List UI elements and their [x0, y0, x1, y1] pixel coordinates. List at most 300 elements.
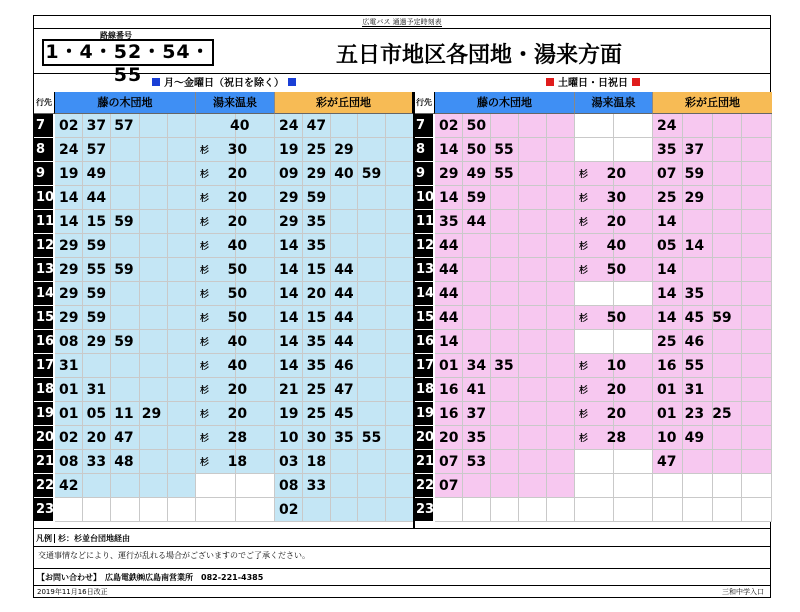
hour-label: 17 [34, 354, 53, 378]
time-cell [547, 498, 575, 522]
ayagaoka-minutes [279, 258, 362, 282]
divider [34, 546, 770, 547]
yuki-minutes [200, 306, 255, 330]
hour-label: 16 [34, 330, 53, 354]
time-cell [386, 474, 414, 498]
time-cell [547, 450, 575, 474]
time-cell [575, 498, 614, 522]
time-cell [168, 378, 196, 402]
hour-label: 10 [414, 186, 433, 210]
ayagaoka-minutes [657, 258, 685, 282]
ayagaoka-minutes [657, 162, 712, 186]
time-cell [683, 450, 713, 474]
fujinoki-minutes [439, 258, 467, 282]
hour-row [34, 426, 414, 450]
departure-minute: 44 [466, 214, 487, 230]
departure-minute: 59 [466, 190, 487, 206]
time-cell [547, 378, 575, 402]
departure-minute: 55 [86, 262, 107, 278]
hour-row [414, 114, 772, 138]
time-cell [463, 306, 491, 330]
yuki-minutes [200, 402, 255, 426]
time-cell [386, 306, 414, 330]
departure-minute: 55 [361, 430, 382, 446]
time-cell [386, 498, 414, 522]
time-cell [614, 114, 653, 138]
hour-label: 14 [414, 282, 433, 306]
time-cell [358, 450, 386, 474]
ayagaoka-minutes [279, 426, 389, 450]
sugi-mark: 杉 [579, 314, 589, 324]
yuki-minutes [230, 114, 258, 138]
departure-minute: 44 [86, 190, 107, 206]
departure-minute: 29 [279, 214, 299, 230]
time-cell [111, 282, 139, 306]
route-number-label: 路線番号 [100, 31, 132, 40]
time-cell [111, 162, 139, 186]
time-cell [358, 114, 386, 138]
time-cell [547, 186, 575, 210]
departure-minute: 20 [86, 430, 107, 446]
time-cell [713, 162, 743, 186]
sugi-mark: 杉 [200, 314, 210, 324]
departure-minute: 02 [439, 118, 459, 134]
time-cell [140, 330, 168, 354]
hour-label: 19 [414, 402, 433, 426]
time-cell [713, 498, 743, 522]
departure-minute: 14 [279, 238, 299, 254]
departure-minute: 20 [606, 214, 627, 230]
hour-row [414, 210, 772, 234]
departure-minute: 20 [606, 382, 627, 398]
ayagaoka-minutes [279, 498, 307, 522]
time-cell [358, 402, 386, 426]
hour-label: 7 [414, 114, 433, 138]
departure-minute: 57 [114, 118, 134, 134]
departure-minute: 33 [306, 478, 327, 494]
time-cell [519, 402, 547, 426]
time-cell [547, 114, 575, 138]
yuki-minutes [579, 402, 634, 426]
time-cell [519, 426, 547, 450]
time-cell [491, 330, 519, 354]
time-cell [463, 474, 491, 498]
time-cell [111, 186, 139, 210]
departure-minute: 23 [684, 406, 705, 422]
time-cell [236, 474, 276, 498]
time-cell [140, 378, 168, 402]
departure-minute: 59 [114, 262, 134, 278]
fujinoki-minutes [439, 234, 467, 258]
time-cell [168, 354, 196, 378]
fujinoki-minutes [439, 354, 522, 378]
departure-minute: 14 [439, 334, 459, 350]
time-cell [386, 138, 414, 162]
departure-minute: 49 [684, 430, 705, 446]
time-cell [713, 354, 743, 378]
time-cell [575, 282, 614, 306]
time-cell [463, 498, 491, 522]
time-cell [614, 450, 653, 474]
time-cell [168, 426, 196, 450]
weekday-header [34, 76, 414, 91]
time-cell [683, 210, 713, 234]
departure-minute: 15 [86, 214, 107, 230]
departure-minute: 29 [334, 142, 354, 158]
time-cell [653, 474, 683, 498]
yuki-minutes [579, 210, 634, 234]
departure-minute: 59 [86, 238, 107, 254]
time-cell [614, 330, 653, 354]
fujinoki-minutes [59, 378, 114, 402]
holiday-col-fujinoki: 藤の木団地 [435, 92, 575, 114]
divider [34, 585, 770, 586]
time-cell [575, 474, 614, 498]
time-cell [111, 498, 139, 522]
time-cell [742, 378, 772, 402]
holiday-dest-label: 行先 [414, 92, 435, 114]
ayagaoka-minutes [657, 138, 712, 162]
yuki-minutes [579, 378, 634, 402]
departure-minute: 29 [59, 238, 79, 254]
time-cell [713, 426, 743, 450]
departure-minute: 16 [439, 382, 459, 398]
hour-row [414, 282, 772, 306]
time-cell [519, 306, 547, 330]
departure-minute: 59 [361, 166, 382, 182]
time-cell [331, 114, 359, 138]
departure-minute: 20 [227, 214, 248, 230]
hour-label: 15 [34, 306, 53, 330]
ayagaoka-minutes [279, 114, 334, 138]
destination-title: 五日市地区各団地・湯来方面 [335, 43, 622, 68]
time-cell [742, 354, 772, 378]
departure-minute: 14 [279, 262, 299, 278]
time-cell [742, 234, 772, 258]
fujinoki-minutes [59, 450, 142, 474]
departure-minute: 14 [279, 358, 299, 374]
time-cell [519, 450, 547, 474]
red-square-icon [546, 78, 554, 86]
departure-minute: 30 [606, 190, 627, 206]
departure-minute: 47 [306, 118, 327, 134]
hour-row [34, 498, 414, 522]
time-cell [742, 474, 772, 498]
time-cell [614, 474, 653, 498]
time-cell [547, 210, 575, 234]
departure-minute: 25 [657, 334, 677, 350]
time-cell [491, 186, 519, 210]
departure-minute: 14 [439, 190, 459, 206]
contact-info: 【お問い合わせ】 広島電鉄㈱広島南営業所 082-221-4385 [37, 573, 264, 582]
sugi-mark: 杉 [200, 146, 210, 156]
hour-label: 22 [34, 474, 53, 498]
time-cell [331, 474, 359, 498]
yuki-minutes [200, 330, 255, 354]
sugi-mark: 杉 [579, 218, 589, 228]
section-divider [413, 92, 415, 528]
departure-minute: 34 [466, 358, 487, 374]
departure-minute: 44 [439, 286, 459, 302]
departure-minute: 08 [279, 478, 299, 494]
departure-minute: 03 [279, 454, 299, 470]
time-cell [168, 234, 196, 258]
time-cell [331, 498, 359, 522]
time-cell [742, 114, 772, 138]
time-cell [713, 210, 743, 234]
time-cell [386, 114, 414, 138]
time-cell [358, 186, 386, 210]
time-cell [491, 450, 519, 474]
time-cell [519, 330, 547, 354]
time-cell [519, 378, 547, 402]
weekday-col-ayagaoka: 彩が丘団地 [275, 92, 414, 114]
time-cell [491, 498, 519, 522]
departure-minute: 59 [684, 166, 705, 182]
hour-row [414, 186, 772, 210]
time-cell [463, 282, 491, 306]
ayagaoka-minutes [657, 186, 712, 210]
ayagaoka-minutes [279, 282, 362, 306]
departure-minute: 50 [227, 310, 248, 326]
hour-row [414, 378, 772, 402]
hour-label: 14 [34, 282, 53, 306]
departure-minute: 50 [466, 118, 487, 134]
hour-row [34, 162, 414, 186]
departure-minute: 44 [334, 310, 354, 326]
ayagaoka-minutes [657, 378, 712, 402]
ayagaoka-minutes [279, 162, 389, 186]
sugi-mark: 杉 [200, 266, 210, 276]
time-cell [547, 282, 575, 306]
time-cell [519, 258, 547, 282]
departure-minute: 31 [86, 382, 107, 398]
hour-label: 13 [414, 258, 433, 282]
time-cell [614, 498, 653, 522]
time-cell [386, 402, 414, 426]
departure-minute: 50 [606, 310, 627, 326]
ayagaoka-minutes [657, 426, 712, 450]
departure-minute: 59 [86, 286, 107, 302]
hour-row [414, 162, 772, 186]
fujinoki-minutes [59, 426, 142, 450]
departure-minute: 29 [279, 190, 299, 206]
hour-label: 12 [414, 234, 433, 258]
departure-minute: 59 [306, 190, 327, 206]
fujinoki-minutes [439, 306, 467, 330]
departure-minute: 44 [334, 262, 354, 278]
time-cell [168, 450, 196, 474]
time-cell [713, 234, 743, 258]
time-cell [386, 258, 414, 282]
time-cell [83, 498, 111, 522]
hour-label: 10 [34, 186, 53, 210]
fujinoki-minutes [439, 114, 494, 138]
departure-minute: 35 [306, 358, 327, 374]
departure-minute: 45 [334, 406, 354, 422]
time-cell [386, 450, 414, 474]
time-cell [111, 378, 139, 402]
time-cell [491, 402, 519, 426]
departure-minute: 44 [439, 262, 459, 278]
departure-minute: 31 [59, 358, 79, 374]
departure-minute: 45 [684, 310, 705, 326]
time-cell [713, 138, 743, 162]
departure-minute: 02 [279, 502, 299, 518]
sugi-mark: 杉 [200, 458, 210, 468]
time-cell [331, 186, 359, 210]
hour-row [34, 402, 414, 426]
time-cell [386, 378, 414, 402]
ayagaoka-minutes [657, 306, 740, 330]
time-cell [140, 354, 168, 378]
time-cell [168, 210, 196, 234]
hour-label: 23 [414, 498, 433, 522]
time-cell [742, 306, 772, 330]
departure-minute: 30 [227, 142, 248, 158]
time-cell [140, 426, 168, 450]
yuki-minutes [200, 426, 255, 450]
ayagaoka-minutes [279, 138, 362, 162]
weekday-dest-label: 行先 [34, 92, 55, 114]
departure-minute: 10 [279, 430, 299, 446]
ayagaoka-minutes [279, 474, 334, 498]
hour-row [414, 234, 772, 258]
time-cell [547, 474, 575, 498]
sugi-mark: 杉 [579, 170, 589, 180]
ayagaoka-minutes [279, 450, 334, 474]
time-cell [358, 138, 386, 162]
time-cell [463, 330, 491, 354]
departure-minute: 50 [227, 262, 248, 278]
time-cell [358, 234, 386, 258]
time-cell [713, 450, 743, 474]
departure-minute: 29 [59, 286, 79, 302]
hour-row [34, 354, 414, 378]
departure-minute: 01 [439, 358, 459, 374]
hour-row [414, 450, 772, 474]
time-cell [303, 498, 331, 522]
departure-minute: 35 [657, 142, 677, 158]
hour-row [34, 474, 414, 498]
fujinoki-minutes [59, 354, 87, 378]
time-cell [435, 498, 463, 522]
departure-minute: 59 [114, 334, 134, 350]
departure-minute: 40 [334, 166, 354, 182]
time-cell [168, 114, 196, 138]
departure-minute: 20 [439, 430, 459, 446]
sugi-mark: 杉 [579, 242, 589, 252]
holiday-col-ayagaoka: 彩が丘団地 [653, 92, 772, 114]
hour-row [34, 138, 414, 162]
departure-minute: 01 [657, 382, 677, 398]
departure-minute: 20 [606, 406, 627, 422]
departure-minute: 29 [59, 262, 79, 278]
departure-minute: 21 [279, 382, 299, 398]
time-cell [491, 306, 519, 330]
fujinoki-minutes [439, 426, 494, 450]
fujinoki-minutes [59, 138, 114, 162]
departure-minute: 20 [227, 382, 248, 398]
time-cell [713, 186, 743, 210]
holiday-label: 土曜日・日祝日 [558, 78, 628, 89]
hour-label: 7 [34, 114, 53, 138]
revision-date: 2019年11月16日改正 [37, 588, 108, 596]
fujinoki-minutes [59, 162, 114, 186]
hour-row [414, 306, 772, 330]
departure-minute: 44 [334, 286, 354, 302]
time-cell [713, 378, 743, 402]
sugi-mark: 杉 [579, 194, 589, 204]
ayagaoka-minutes [279, 354, 362, 378]
time-cell [742, 162, 772, 186]
departure-minute: 14 [439, 142, 459, 158]
sugi-mark: 杉 [200, 218, 210, 228]
fujinoki-minutes [59, 258, 142, 282]
departure-minute: 29 [141, 406, 162, 422]
departure-minute: 24 [279, 118, 299, 134]
time-cell [742, 210, 772, 234]
departure-minute: 02 [59, 430, 79, 446]
departure-minute: 41 [466, 382, 487, 398]
time-cell [331, 234, 359, 258]
hour-label: 23 [34, 498, 53, 522]
time-cell [168, 282, 196, 306]
yuki-minutes [579, 306, 634, 330]
time-cell [519, 498, 547, 522]
departure-minute: 35 [306, 334, 327, 350]
departure-minute: 05 [657, 238, 677, 254]
departure-minute: 25 [306, 142, 327, 158]
time-cell [742, 402, 772, 426]
sugi-mark: 杉 [200, 290, 210, 300]
hour-row [414, 354, 772, 378]
departure-minute: 40 [227, 334, 248, 350]
legend-label: 凡例 [36, 534, 55, 543]
time-cell [331, 450, 359, 474]
departure-minute: 30 [306, 430, 327, 446]
hour-label: 8 [414, 138, 433, 162]
time-cell [491, 114, 519, 138]
time-cell [547, 306, 575, 330]
fujinoki-minutes [439, 162, 522, 186]
time-cell [111, 234, 139, 258]
time-cell [140, 186, 168, 210]
departure-minute: 25 [657, 190, 677, 206]
yuki-minutes [200, 138, 255, 162]
route-numbers: 1・4・52・54・55 [42, 39, 214, 66]
time-cell [358, 282, 386, 306]
time-cell [547, 402, 575, 426]
ayagaoka-minutes [657, 450, 685, 474]
hour-row [414, 402, 772, 426]
departure-minute: 29 [86, 334, 107, 350]
ayagaoka-minutes [657, 114, 685, 138]
departure-minute: 01 [59, 406, 79, 422]
time-cell [331, 210, 359, 234]
departure-minute: 15 [306, 310, 327, 326]
time-cell [491, 258, 519, 282]
departure-minute: 37 [86, 118, 107, 134]
hour-row [34, 258, 414, 282]
time-cell [653, 498, 683, 522]
departure-minute: 11 [114, 406, 134, 422]
hour-label: 21 [414, 450, 433, 474]
time-cell [614, 138, 653, 162]
time-cell [575, 138, 614, 162]
departure-minute: 20 [227, 166, 248, 182]
legend [34, 530, 130, 547]
